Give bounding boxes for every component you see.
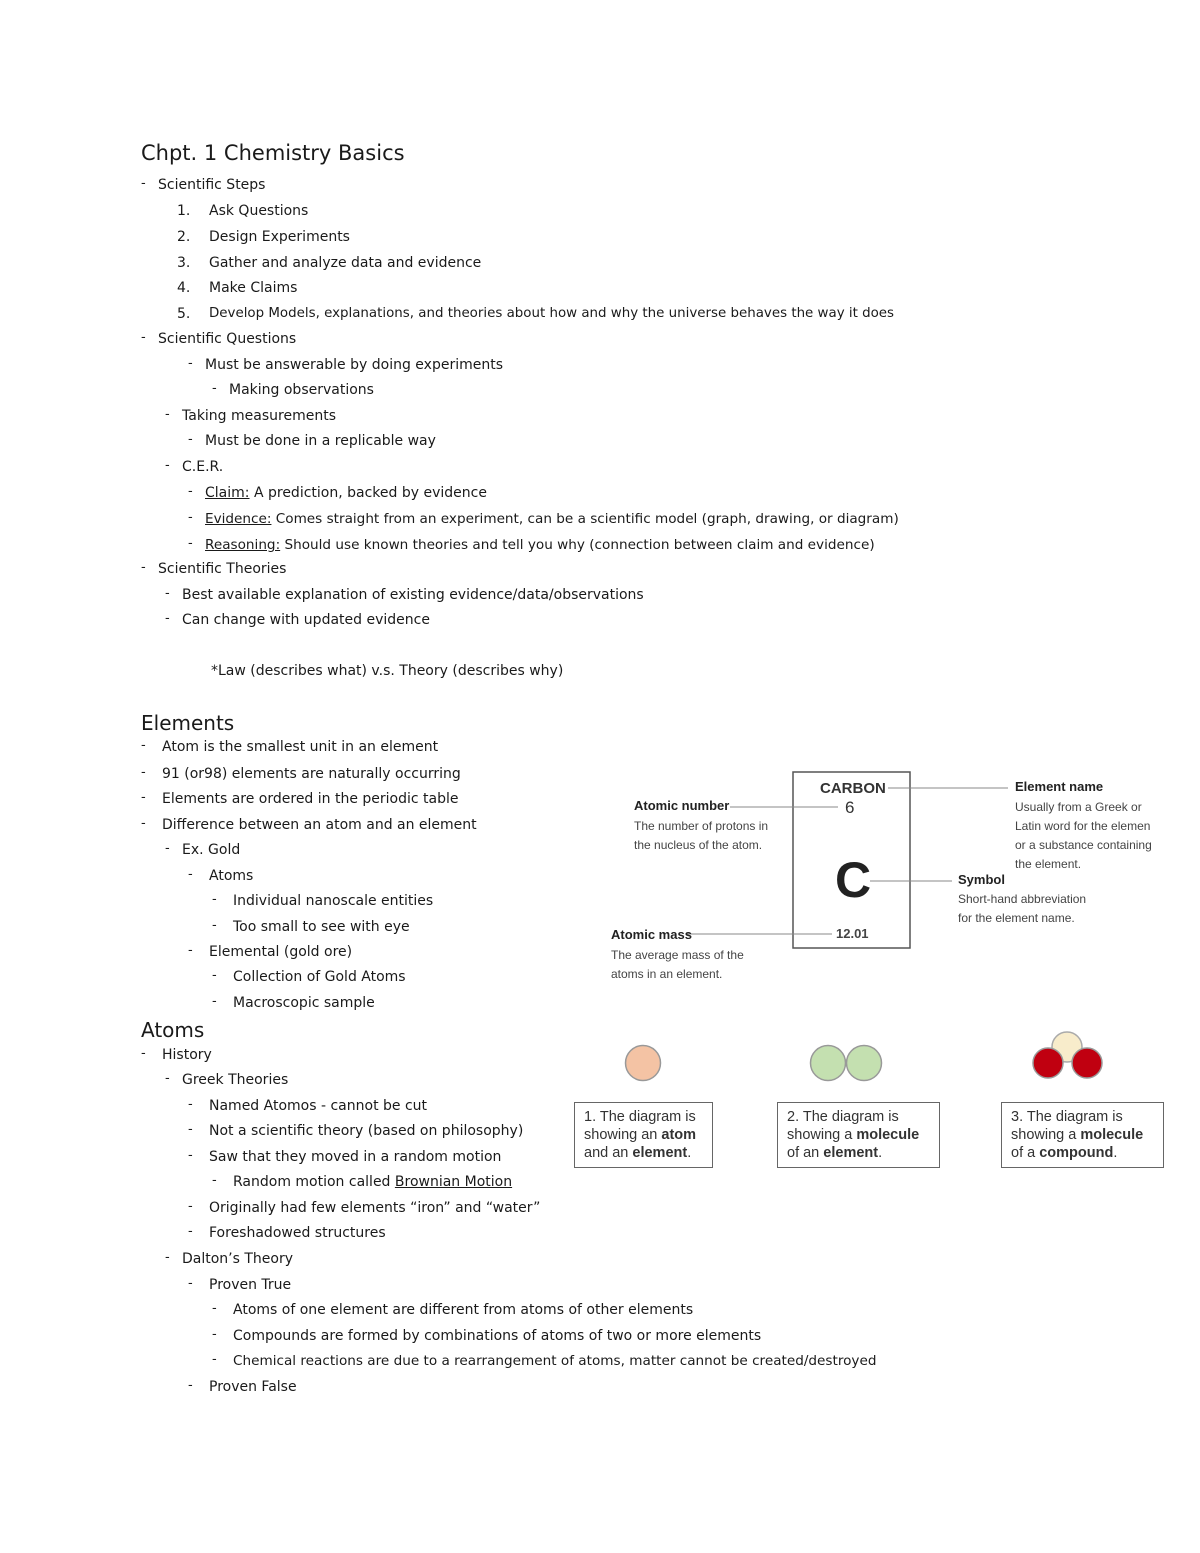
atomic-mass-label: Atomic mass — [611, 927, 692, 942]
dash: - — [141, 1046, 146, 1061]
brownian-link: Brownian Motion — [394, 1174, 513, 1190]
atomic-mass-desc: The average mass of the — [611, 948, 744, 962]
dash: - — [141, 738, 146, 753]
symbol-desc: Short-hand abbreviation — [958, 892, 1087, 906]
caption-text: . — [687, 1145, 692, 1161]
dash: - — [188, 1122, 193, 1137]
list-item: Collection of Gold Atoms — [233, 969, 406, 985]
reasoning-label: Reasoning: — [205, 537, 281, 553]
dash: - — [141, 765, 146, 780]
dash: - — [188, 1276, 193, 1291]
caption-text: and an — [584, 1145, 633, 1161]
dash: - — [188, 356, 193, 371]
dash: - — [141, 330, 146, 345]
dash: - — [188, 1199, 193, 1214]
atoms-heading: Atoms — [141, 1018, 205, 1042]
dash: - — [188, 536, 193, 551]
dash: - — [212, 381, 217, 396]
atomic-number-desc: the nucleus of the atom. — [634, 838, 763, 852]
step-number: 2. — [177, 229, 191, 245]
list-item: History — [162, 1047, 212, 1063]
dash: - — [188, 484, 193, 499]
list-item: Dalton’s Theory — [182, 1251, 294, 1267]
dash: - — [165, 1071, 170, 1086]
element-name: CARBON — [820, 780, 886, 797]
dash: - — [212, 1327, 217, 1342]
list-item: Individual nanoscale entities — [233, 893, 434, 909]
atom-circle — [626, 1046, 661, 1081]
step-number: 4. — [177, 280, 191, 296]
dash: - — [165, 611, 170, 626]
evidence-text: Comes straight from an experiment, can be a scientific model (graph, drawing, or diagram) — [271, 511, 899, 527]
list-item: Greek Theories — [182, 1072, 289, 1088]
list-item: Foreshadowed structures — [209, 1225, 386, 1241]
step-item: Gather and analyze data and evidence — [209, 255, 482, 271]
scientific-theories: Scientific Theories — [158, 561, 287, 577]
list-item: Too small to see with eye — [233, 919, 410, 935]
compound-atom-circle — [1033, 1048, 1063, 1078]
element-name-label: Element name — [1015, 779, 1104, 794]
list-item: Macroscopic sample — [233, 995, 375, 1011]
random-motion-text: Random motion called — [233, 1174, 395, 1190]
list-item: Not a scientific theory (based on philosophy) — [209, 1123, 524, 1139]
caption-text: of an — [787, 1145, 824, 1161]
molecule-atom-circle — [847, 1046, 882, 1081]
dash: - — [188, 432, 193, 447]
caption-text: 1. The diagram is showing an — [584, 1109, 696, 1143]
dash: - — [141, 560, 146, 575]
step-item: Develop Models, explanations, and theories about how and why the universe behaves the way it does — [209, 306, 895, 321]
atomic-mass: 12.01 — [836, 926, 869, 941]
list-item: Saw that they moved in a random motion — [209, 1149, 502, 1165]
elements-heading: Elements — [141, 711, 235, 735]
list-item: Making observations — [229, 382, 374, 398]
dash: - — [212, 1301, 217, 1316]
scientific-steps: Scientific Steps — [158, 177, 266, 193]
atomic-number-desc: The number of protons in — [634, 819, 769, 833]
step-item: Make Claims — [209, 280, 298, 296]
dash: - — [212, 994, 217, 1009]
list-item: Taking measurements — [182, 408, 336, 424]
dash: - — [141, 790, 146, 805]
dash: - — [165, 407, 170, 422]
symbol-desc: for the element name. — [958, 911, 1075, 925]
dash: - — [188, 1148, 193, 1163]
caption-text: . — [878, 1145, 883, 1161]
caption-bold: molecule — [1080, 1127, 1144, 1143]
step-number: 3. — [177, 255, 191, 271]
step-item: Ask Questions — [209, 203, 309, 219]
atomic-mass-desc: atoms in an element. — [611, 967, 723, 981]
list-item: 91 (or98) elements are naturally occurring — [162, 766, 461, 782]
dash: - — [165, 458, 170, 473]
claim-label: Claim: — [205, 485, 250, 501]
reasoning-text: Should use known theories and tell you why (connection between claim and evidence) — [280, 537, 875, 553]
atomic-number: 6 — [845, 798, 855, 817]
list-item: Elements are ordered in the periodic table — [162, 791, 459, 807]
molecule-compound-caption-box — [1001, 1102, 1164, 1168]
atom-caption-box — [574, 1102, 713, 1168]
dash: - — [188, 1097, 193, 1112]
list-item: Atom is the smallest unit in an element — [162, 739, 439, 755]
element-name-desc: or a substance containing — [1015, 838, 1152, 852]
list-item: C.E.R. — [182, 459, 224, 475]
list-item: Best available explanation of existing evidence/data/observations — [182, 587, 644, 603]
list-item: Elemental (gold ore) — [209, 944, 353, 960]
atomic-number-label: Atomic number — [634, 798, 730, 813]
element-name-desc: Usually from a Greek or — [1015, 800, 1142, 814]
molecule-atom-circle — [811, 1046, 846, 1081]
element-symbol: C — [835, 852, 872, 908]
dash: - — [188, 510, 193, 525]
list-item: Must be done in a replicable way — [205, 433, 436, 449]
dash: - — [212, 1173, 217, 1188]
caption-bold: element — [632, 1145, 688, 1161]
dash: - — [188, 867, 193, 882]
dash: - — [212, 918, 217, 933]
dash: - — [141, 816, 146, 831]
dash: - — [165, 841, 170, 856]
element-name-desc: Latin word for the elemen — [1015, 819, 1151, 833]
dash: - — [212, 1352, 217, 1367]
list-item: Atoms of one element are different from atoms of other elements — [233, 1302, 694, 1318]
dash: - — [212, 892, 217, 907]
caption-bold: compound — [1039, 1145, 1114, 1161]
dash: - — [165, 586, 170, 601]
compound-atom-circle — [1072, 1048, 1102, 1078]
dash: - — [188, 943, 193, 958]
list-item: Difference between an atom and an element — [162, 817, 477, 833]
claim-text: A prediction, backed by evidence — [249, 485, 487, 501]
symbol-label: Symbol — [958, 872, 1005, 887]
list-item: Named Atomos - cannot be cut — [209, 1098, 428, 1114]
list-item: Atoms — [209, 868, 254, 884]
element-name-desc: the element. — [1015, 857, 1082, 871]
list-item: Proven False — [209, 1379, 297, 1395]
scientific-questions: Scientific Questions — [158, 331, 297, 347]
caption-text: 3. The diagram is showing a — [1011, 1109, 1123, 1143]
molecule-element-caption-box — [777, 1102, 940, 1168]
step-item: Design Experiments — [209, 229, 350, 245]
dash: - — [141, 176, 146, 191]
caption-text: 2. The diagram is showing a — [787, 1109, 899, 1143]
list-item: Originally had few elements “iron” and “water” — [209, 1200, 541, 1216]
list-item: Must be answerable by doing experiments — [205, 357, 503, 373]
law-note: *Law (describes what) v.s. Theory (describes why) — [211, 663, 564, 679]
caption-bold: molecule — [856, 1127, 920, 1143]
dash: - — [165, 1250, 170, 1265]
evidence-label: Evidence: — [205, 511, 272, 527]
dash: - — [188, 1224, 193, 1239]
list-item: Proven True — [209, 1277, 292, 1293]
list-item: Chemical reactions are due to a rearrangement of atoms, matter cannot be created/destroyed — [233, 1353, 877, 1369]
list-item: Can change with updated evidence — [182, 612, 430, 628]
dash: - — [188, 1378, 193, 1393]
dash: - — [212, 968, 217, 983]
list-item: Compounds are formed by combinations of atoms of two or more elements — [233, 1328, 762, 1344]
caption-text: of a — [1011, 1145, 1040, 1161]
caption-bold: element — [823, 1145, 879, 1161]
page-title: Chpt. 1 Chemistry Basics — [141, 141, 405, 165]
list-item: Ex. Gold — [182, 842, 241, 858]
step-number: 1. — [177, 203, 191, 219]
caption-bold: atom — [661, 1127, 697, 1143]
step-number: 5. — [177, 306, 191, 322]
caption-text: . — [1113, 1145, 1118, 1161]
